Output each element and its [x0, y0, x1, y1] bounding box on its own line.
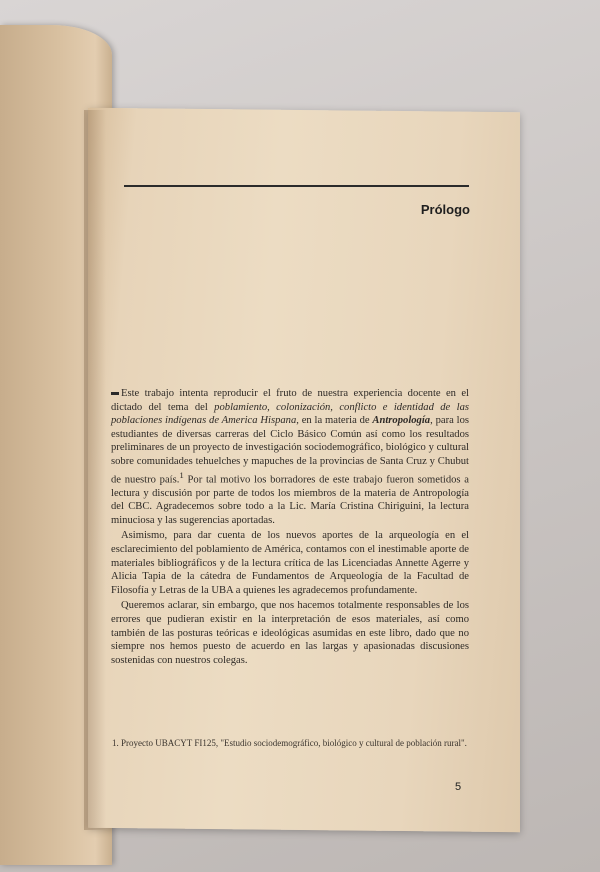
footnote-reference: 1 — [179, 469, 184, 480]
p1-part3: , para los estudiantes de diversas carreras del Ciclo Básico Común así como los resultados preliminares de un proyecto de investigación sociodemográfico, biológico y cultural sobre comunidades tehuelches y mapuches de la provincias de Santa Cruz y Chubut de nuestro país. — [111, 415, 469, 486]
page-number: 5 — [455, 781, 462, 793]
p1-bold-term: Antropología — [372, 415, 431, 427]
body-text — [111, 387, 469, 667]
p1-part2: , en la materia de — [296, 415, 373, 427]
header-rule — [124, 185, 469, 187]
paragraph-marker-icon — [111, 392, 119, 395]
paragraph-2: Asimismo, para dar cuenta de los nuevos aportes de la arqueología en el esclarecimiento del poblamiento de América, contamos con el inestimable aporte de materiales bibliográficos y de la lectura crítica de las Licenciadas Annette Agerre y Alicia Tapia de la cátedra de Fundamentos de Arqueología de la Facultad de Filosofía y Letras de la UBA a quienes les agradecemos profundamente. — [111, 530, 469, 596]
footnote: 1. Proyecto UBACYT FI125, "Estudio sociodemográfico, biológico y cultural de población rural". — [112, 738, 467, 748]
book-gutter — [84, 110, 106, 830]
page-title: Prólogo — [420, 202, 470, 217]
p1-italic-phrase: poblamiento, colonización, conflicto e identidad de las poblaciones indígenas de America Hispana — [111, 401, 469, 427]
p1-part1: Este trabajo intenta reproducir el fruto de nuestra experiencia docente en el dictado del tema del — [111, 388, 469, 413]
p1-part4: Por tal motivo los borradores de este trabajo fueron sometidos a lectura y discusión por parte de todos los miembros de la materia de Antropología del CBC. Agradecemos sobre todo a la Lic. María Cristina Chiriguini, la lectura minuciosa y las sugerencias aportadas. — [111, 474, 469, 526]
paragraph-3: Queremos aclarar, sin embargo, que nos hacemos totalmente responsables de los errores que pudieran existir en la interpretación de esos materiales, así como también de las posturas teóricas e ideológicas asumidas en este libro, dado que no siempre nos hemos puesto de acuerdo en las largas y apasionadas discusiones sostenidas con nuestros colegas. — [111, 600, 469, 666]
paragraph-1 — [111, 387, 469, 527]
